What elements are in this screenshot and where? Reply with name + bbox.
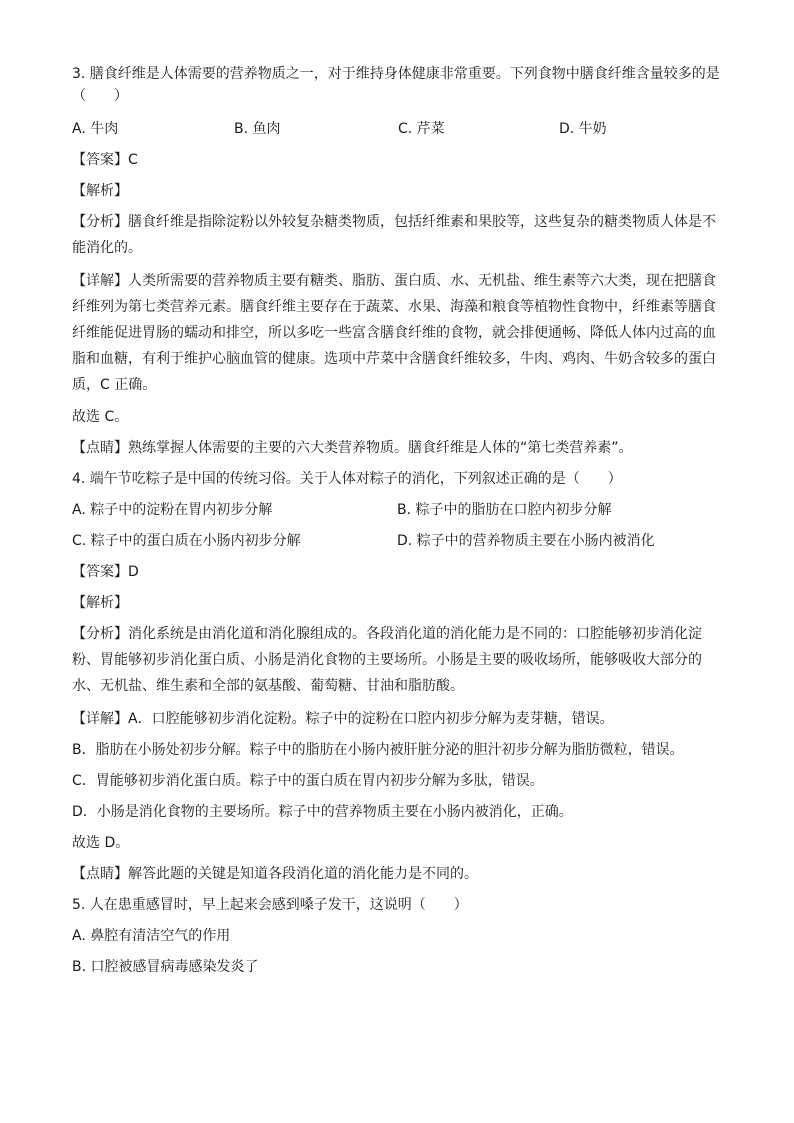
q3-xiangjie-line-2: 纤维列为第七类营养元素。膳食纤维主要存在于蔬菜、水果、海藻和粮食等植物性食物中，纤维素等膳食 (72, 299, 716, 315)
q4-option-a: A. 粽子中的淀粉在胃内初步分解 (72, 502, 273, 518)
document-content (72, 64, 732, 988)
q3-xiangjie-line-4: 脂和血糖，有利于维护心脑血管的健康。选项中芹菜中含膳食纤维较多，牛肉、鸡肉、牛奶含较多的蛋白 (72, 351, 716, 367)
q3-option-b: B. 鱼肉 (234, 121, 281, 137)
q4-options-row-2 (72, 531, 732, 562)
q4-xiangjie-a: 【详解】A．口腔能够初步消化淀粉。粽子中的淀粉在口腔内初步分解为麦芽糖，错误。 (72, 711, 614, 727)
q3-option-a: A. 牛肉 (72, 121, 119, 137)
q3-option-d: D. 牛奶 (559, 121, 607, 137)
q4-option-b: B. 粽子中的脂肪在口腔内初步分解 (397, 502, 612, 518)
q4-option-d: D. 粽子中的营养物质主要在小肠内被消化 (397, 533, 655, 549)
q5-stem: 5. 人在患重感冒时，早上起来会感到嗓子发干，这说明（ ） (72, 897, 468, 913)
q4-stem: 4. 端午节吃粽子是中国的传统习俗。关于人体对粽子的消化，下列叙述正确的是（ ） (72, 471, 622, 487)
q3-conclusion: 故选 C。 (72, 409, 129, 425)
question-5 (72, 895, 732, 988)
q3-xiangjie-line-5: 质，C 正确。 (72, 377, 157, 393)
q5-option-a: A. 鼻腔有清洁空气的作用 (72, 928, 231, 944)
q3-xiangjie-line-3: 纤维能促进胃肠的蠕动和排空，所以多吃一些富含膳食纤维的食物，就会排便通畅、降低人体内过高的血 (72, 325, 716, 341)
q3-options (72, 119, 732, 150)
q3-stem-line-2: （ ） (72, 88, 128, 104)
q4-xiangjie-c: C．胃能够初步消化蛋白质。粽子中的蛋白质在胃内初步分解为多肽，错误。 (72, 773, 544, 789)
q4-xiangjie-b: B．脂肪在小肠处初步分解。粽子中的脂肪在小肠内被肝脏分泌的胆汁初步分解为脂肪微粒，错误。 (72, 742, 684, 758)
q3-xiangjie-line-1: 【详解】人类所需要的营养物质主要有糖类、脂肪、蛋白质、水、无机盐、维生素等六大类，现在把膳食 (72, 273, 716, 289)
q3-fenxi-line-2: 能消化的。 (72, 240, 142, 256)
q3-stem-line-1: 3. 膳食纤维是人体需要的营养物质之一，对于维持身体健康非常重要。下列食物中膳食纤维含量较多的是 (72, 66, 720, 82)
q4-xiangjie-d: D．小肠是消化食物的主要场所。粽子中的营养物质主要在小肠内被消化，正确。 (72, 804, 573, 820)
q5-option-b: B. 口腔被感冒病毒感染发炎了 (72, 959, 259, 975)
q4-fenxi-line-1: 【分析】消化系统是由消化道和消化腺组成的。各段消化道的消化能力是不同的：口腔能够初步消化淀 (72, 626, 702, 642)
q3-analysis-title: 【解析】 (72, 183, 128, 199)
q4-options-row-1 (72, 500, 732, 531)
q4-fenxi-line-3: 水、无机盐、维生素和全部的氨基酸、葡萄糖、甘油和脂肪酸。 (72, 678, 464, 694)
q4-analysis-title: 【解析】 (72, 595, 128, 611)
q4-option-c: C. 粽子中的蛋白质在小肠内初步分解 (72, 533, 301, 549)
question-4 (72, 469, 732, 895)
q3-option-c: C. 芹菜 (398, 121, 445, 137)
q4-fenxi-line-2: 粉、胃能够初步消化蛋白质、小肠是消化食物的主要场所。小肠是主要的吸收场所，能够吸收大部分的 (72, 652, 702, 668)
q3-dianjing: 【点睛】熟练掌握人体需要的主要的六大类营养物质。膳食纤维是人体的“第七类营养素”。 (72, 440, 633, 456)
q3-answer: 【答案】C (72, 152, 138, 168)
q4-answer: 【答案】D (72, 564, 139, 580)
question-3 (72, 64, 732, 469)
q3-fenxi-line-1: 【分析】膳食纤维是指除淀粉以外较复杂糖类物质，包括纤维素和果胶等，这些复杂的糖类物质人体是不 (72, 214, 716, 230)
q4-dianjing: 【点睛】解答此题的关键是知道各段消化道的消化能力是不同的。 (72, 866, 478, 882)
q4-conclusion: 故选 D。 (72, 835, 130, 851)
